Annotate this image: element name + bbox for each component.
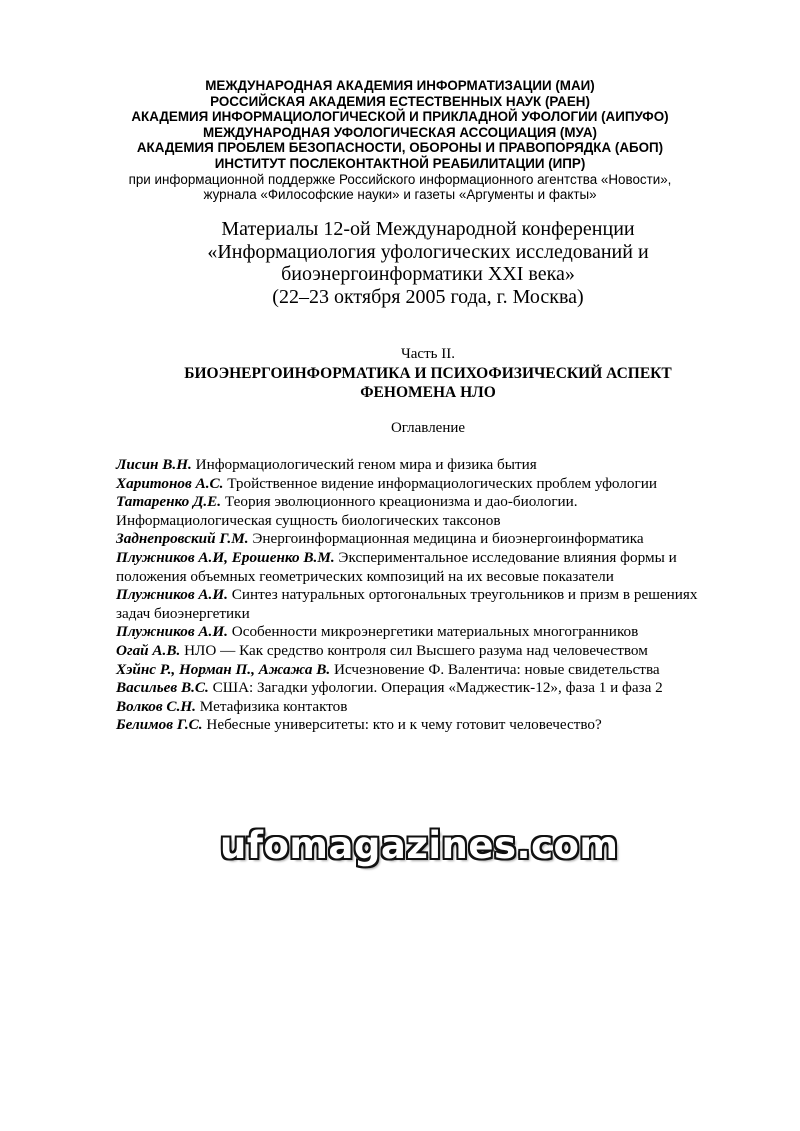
toc-author: Татаренко Д.Е. [116, 493, 222, 511]
conference-date-line: (22–23 октября 2005 года, г. Москва) [272, 285, 584, 308]
toc-title-continuation: Информациологическая сущность биологических таксонов [116, 511, 501, 529]
part-heading [0, 345, 800, 402]
toc-entry [116, 661, 756, 680]
toc-author: Белимов Г.С. [116, 716, 203, 734]
conference-title [0, 218, 800, 308]
toc-entry [116, 679, 756, 698]
organization-line: РОССИЙСКАЯ АКАДЕМИЯ ЕСТЕСТВЕННЫХ НАУК (РАЕН) [210, 93, 590, 109]
toc-author: Огай А.В. [116, 641, 181, 659]
toc-author: Заднепровский Г.М. [116, 530, 249, 548]
toc-title: Экспериментальное исследование влияния формы и [338, 548, 677, 566]
toc-title: США: Загадки уфологии. Операция «Маджестик-12», фаза 1 и фаза 2 [212, 679, 663, 697]
toc-entry [116, 586, 756, 605]
toc-author: Волков С.Н. [116, 697, 196, 715]
part-title-line: ФЕНОМЕНА НЛО [360, 384, 496, 401]
toc-title: Метафизика контактов [199, 697, 348, 715]
toc-author: Плужников А.И. [116, 623, 228, 641]
toc-heading: Оглавление [390, 420, 466, 436]
part-number: Часть II. [401, 346, 455, 362]
watermark: ufomagazines.com [220, 824, 619, 867]
toc-author: Лисин В.Н. [116, 456, 192, 473]
table-of-contents [116, 456, 756, 735]
organization-line: АКАДЕМИЯ ИНФОРМАЦИОЛОГИЧЕСКОЙ И ПРИКЛАДНОЙ УФОЛОГИИ (АИПУФО) [131, 109, 669, 125]
toc-entry [116, 642, 756, 661]
toc-title: Тройственное видение информациологических проблем уфологии [227, 474, 657, 492]
organization-line: АКАДЕМИЯ ПРОБЛЕМ БЕЗОПАСНОСТИ, ОБОРОНЫ И ПРАВОПОРЯДКА (АБОП) [136, 140, 664, 156]
toc-title: НЛО — Как средство контроля сил Высшего разума над человечеством [184, 641, 648, 659]
toc-entry [116, 530, 756, 549]
toc-entry [116, 493, 756, 512]
toc-author: Васильев В.С. [116, 679, 209, 697]
organizations-header [0, 78, 800, 203]
conference-title-line: Материалы 12-ой Международной конференции [221, 218, 635, 240]
toc-title: Исчезновение Ф. Валентича: новые свидетельства [334, 660, 660, 678]
organization-line: МЕЖДУНАРОДНАЯ АКАДЕМИЯ ИНФОРМАТИЗАЦИИ (МАИ) [205, 78, 595, 93]
toc-title: Энергоинформационная медицина и биоэнергоинформатика [252, 530, 644, 548]
toc-author: Плужников А.И. [116, 586, 228, 604]
toc-entry [116, 549, 756, 568]
organization-line: МЕЖДУНАРОДНАЯ УФОЛОГИЧЕСКАЯ АССОЦИАЦИЯ (МУА) [203, 124, 597, 140]
toc-title: Небесные университеты: кто и к чему готовит человечество? [206, 716, 602, 734]
toc-title: Синтез натуральных ортогональных треугольников и призм в решениях [231, 586, 698, 604]
toc-title-continuation: задач биоэнергетики [116, 604, 250, 622]
toc-entry [116, 716, 756, 735]
toc-entry [116, 456, 756, 475]
support-line: журнала «Философские науки» и газеты «Аргументы и факты» [203, 187, 597, 203]
conference-title-line: биоэнергоинформатики XXI века» [281, 263, 575, 285]
toc-title: Теория эволюционного креационизма и дао-биологии. [224, 493, 578, 511]
toc-title-continuation: положения объемных геометрических композиций на их весовые показатели [116, 567, 614, 585]
toc-author: Хэйнс Р., Норман П., Ажажа В. [116, 660, 331, 678]
toc-entry [116, 698, 756, 717]
part-title-line: БИОЭНЕРГОИНФОРМАТИКА И ПСИХОФИЗИЧЕСКИЙ АСПЕКТ [184, 365, 672, 382]
toc-entry [116, 475, 756, 494]
toc-author: Плужников А.И, Ерошенко В.М. [116, 548, 335, 566]
support-line: при информационной поддержке Российского информационного агентства «Новости», [128, 171, 672, 187]
toc-author: Харитонов А.С. [116, 474, 224, 492]
toc-entry [116, 623, 756, 642]
organization-line: ИНСТИТУТ ПОСЛЕКОНТАКТНОЙ РЕАБИЛИТАЦИИ (ИПР) [214, 155, 586, 171]
conference-title-line: «Информациология уфологических исследований и [207, 240, 649, 263]
toc-title: Особенности микроэнергетики материальных многогранников [231, 623, 639, 641]
toc-title: Информациологический геном мира и физика бытия [195, 456, 537, 473]
